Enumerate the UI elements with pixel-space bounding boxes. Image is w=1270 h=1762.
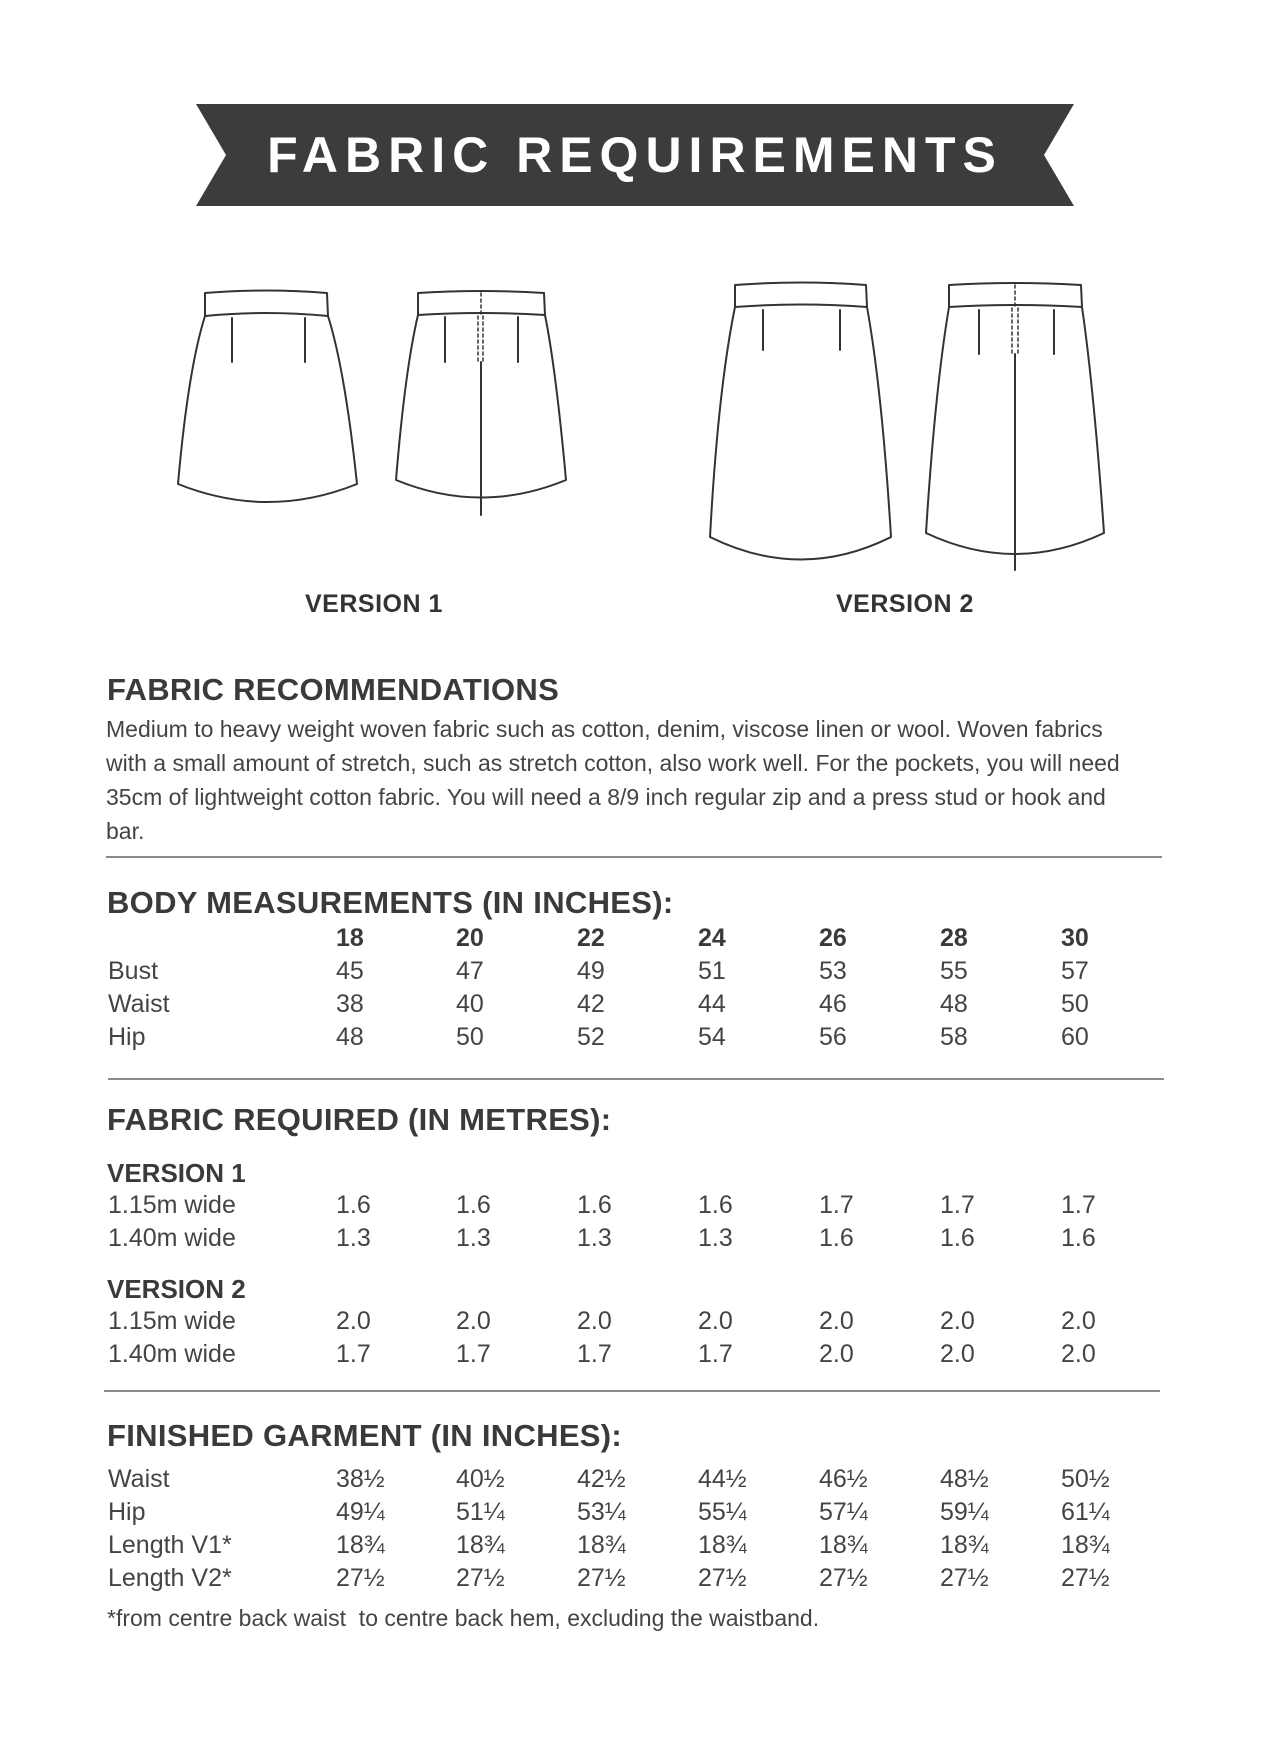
table-cell: 2.0: [698, 1307, 733, 1335]
table-cell: 60: [1061, 1023, 1089, 1051]
table-cell: 51: [698, 957, 726, 985]
table-cell: 1.7: [577, 1340, 612, 1368]
table-cell: 49¼: [336, 1498, 385, 1526]
table-cell: 1.6: [698, 1191, 733, 1219]
table-cell: 54: [698, 1023, 726, 1051]
table-cell: 1.6: [336, 1191, 371, 1219]
table-cell: 27½: [456, 1564, 505, 1592]
table-cell: 18¾: [577, 1531, 626, 1559]
table-cell: 2.0: [940, 1307, 975, 1335]
size-header: 24: [698, 924, 726, 952]
table-cell: 27½: [698, 1564, 747, 1592]
fabric-required-version2-label: VERSION 2: [107, 1274, 246, 1304]
finished-garment-title: FINISHED GARMENT (IN INCHES):: [107, 1418, 623, 1453]
table-cell: 1.7: [698, 1340, 733, 1368]
table-cell: 1.3: [456, 1224, 491, 1252]
table-cell: 44½: [698, 1465, 747, 1493]
table-row: [0, 957, 1270, 991]
table-cell: 2.0: [336, 1307, 371, 1335]
divider: [104, 1390, 1160, 1392]
table-cell: 1.3: [336, 1224, 371, 1252]
body-measurements-title: BODY MEASUREMENTS (IN INCHES):: [107, 885, 674, 920]
skirt-illustrations: [0, 270, 1270, 600]
size-header: 28: [940, 924, 968, 952]
version2-label: VERSION 2: [836, 590, 974, 618]
table-cell: 1.6: [940, 1224, 975, 1252]
table-cell: 57: [1061, 957, 1089, 985]
row-label: 1.40m wide: [108, 1340, 236, 1368]
table-cell: 40: [456, 990, 484, 1018]
table-cell: 38½: [336, 1465, 385, 1493]
divider: [106, 856, 1162, 858]
table-row: [0, 1531, 1270, 1565]
table-cell: 50: [1061, 990, 1089, 1018]
size-header: 22: [577, 924, 605, 952]
table-cell: 2.0: [940, 1340, 975, 1368]
table-cell: 1.7: [336, 1340, 371, 1368]
table-cell: 52: [577, 1023, 605, 1051]
row-label: 1.15m wide: [108, 1307, 236, 1335]
version1-label: VERSION 1: [305, 590, 443, 618]
row-label: Length V2*: [108, 1564, 232, 1592]
table-cell: 27½: [336, 1564, 385, 1592]
table-cell: 50½: [1061, 1465, 1110, 1493]
table-row: [0, 1465, 1270, 1499]
table-row: [0, 990, 1270, 1024]
recommendations-line: with a small amount of stretch, such as stretch cotton, also work well. For the pockets, you will need: [106, 750, 1120, 776]
recommendations-line: bar.: [106, 818, 145, 844]
table-row: [0, 1564, 1270, 1598]
table-row: [0, 1340, 1270, 1374]
recommendations-line: 35cm of lightweight cotton fabric. You will need a 8/9 inch regular zip and a press stud or hook and: [106, 784, 1106, 810]
table-row: [0, 1224, 1270, 1258]
row-label: Waist: [108, 1465, 170, 1493]
table-cell: 18¾: [819, 1531, 868, 1559]
table-cell: 38: [336, 990, 364, 1018]
fabric-required-title: FABRIC REQUIRED (IN METRES):: [107, 1102, 612, 1137]
table-cell: 1.7: [456, 1340, 491, 1368]
table-cell: 48: [940, 990, 968, 1018]
recommendations-text: [106, 712, 1176, 848]
row-label: 1.15m wide: [108, 1191, 236, 1219]
table-cell: 18¾: [456, 1531, 505, 1559]
table-cell: 1.3: [577, 1224, 612, 1252]
table-cell: 2.0: [456, 1307, 491, 1335]
table-cell: 48: [336, 1023, 364, 1051]
table-cell: 1.6: [819, 1224, 854, 1252]
table-cell: 1.6: [456, 1191, 491, 1219]
size-header: 18: [336, 924, 364, 952]
table-cell: 18¾: [1061, 1531, 1110, 1559]
table-cell: 2.0: [1061, 1307, 1096, 1335]
table-cell: 1.6: [577, 1191, 612, 1219]
table-cell: 47: [456, 957, 484, 985]
table-cell: 57¼: [819, 1498, 868, 1526]
table-cell: 27½: [940, 1564, 989, 1592]
table-cell: 58: [940, 1023, 968, 1051]
table-cell: 27½: [819, 1564, 868, 1592]
row-label: Hip: [108, 1023, 146, 1051]
table-cell: 27½: [1061, 1564, 1110, 1592]
table-cell: 42½: [577, 1465, 626, 1493]
table-cell: 2.0: [819, 1307, 854, 1335]
table-cell: 18¾: [940, 1531, 989, 1559]
footnote: *from centre back waist to centre back hem, excluding the waistband.: [107, 1605, 820, 1631]
table-cell: 45: [336, 957, 364, 985]
table-cell: 53¼: [577, 1498, 626, 1526]
table-cell: 2.0: [819, 1340, 854, 1368]
table-cell: 1.6: [1061, 1224, 1096, 1252]
table-cell: 2.0: [577, 1307, 612, 1335]
size-header: 20: [456, 924, 484, 952]
table-cell: 55: [940, 957, 968, 985]
row-label: 1.40m wide: [108, 1224, 236, 1252]
table-cell: 27½: [577, 1564, 626, 1592]
size-header: 30: [1061, 924, 1089, 952]
recommendations-line: Medium to heavy weight woven fabric such as cotton, denim, viscose linen or wool. Woven fabrics: [106, 716, 1103, 742]
table-cell: 49: [577, 957, 605, 985]
table-cell: 1.7: [1061, 1191, 1096, 1219]
table-cell: 42: [577, 990, 605, 1018]
table-cell: 44: [698, 990, 726, 1018]
table-cell: 1.7: [819, 1191, 854, 1219]
table-cell: 51¼: [456, 1498, 505, 1526]
table-row: [0, 1498, 1270, 1532]
table-cell: 46: [819, 990, 847, 1018]
table-cell: 59¼: [940, 1498, 989, 1526]
row-label: Waist: [108, 990, 170, 1018]
divider: [108, 1078, 1164, 1080]
table-row: [0, 1307, 1270, 1341]
table-cell: 53: [819, 957, 847, 985]
table-cell: 55¼: [698, 1498, 747, 1526]
size-header: 26: [819, 924, 847, 952]
table-cell: 1.3: [698, 1224, 733, 1252]
table-cell: 61¼: [1061, 1498, 1110, 1526]
table-cell: 2.0: [1061, 1340, 1096, 1368]
version2-front-drawing: [710, 283, 891, 560]
table-cell: 48½: [940, 1465, 989, 1493]
table-cell: 18¾: [336, 1531, 385, 1559]
row-label: Length V1*: [108, 1531, 232, 1559]
table-cell: 46½: [819, 1465, 868, 1493]
table-cell: 56: [819, 1023, 847, 1051]
version1-front-drawing: [178, 291, 357, 503]
table-cell: 1.7: [940, 1191, 975, 1219]
table-row: [0, 1191, 1270, 1225]
version1-back-drawing: [396, 291, 566, 515]
row-label: Bust: [108, 957, 159, 985]
row-label: Hip: [108, 1498, 146, 1526]
recommendations-title: FABRIC RECOMMENDATIONS: [107, 672, 560, 707]
version2-back-drawing: [926, 283, 1104, 570]
page-title: FABRIC REQUIREMENTS: [267, 127, 1003, 183]
table-cell: 40½: [456, 1465, 505, 1493]
size-header-row: [0, 924, 1270, 958]
fabric-required-version1-label: VERSION 1: [107, 1158, 246, 1188]
table-row: [0, 1023, 1270, 1057]
table-cell: 18¾: [698, 1531, 747, 1559]
table-cell: 50: [456, 1023, 484, 1051]
